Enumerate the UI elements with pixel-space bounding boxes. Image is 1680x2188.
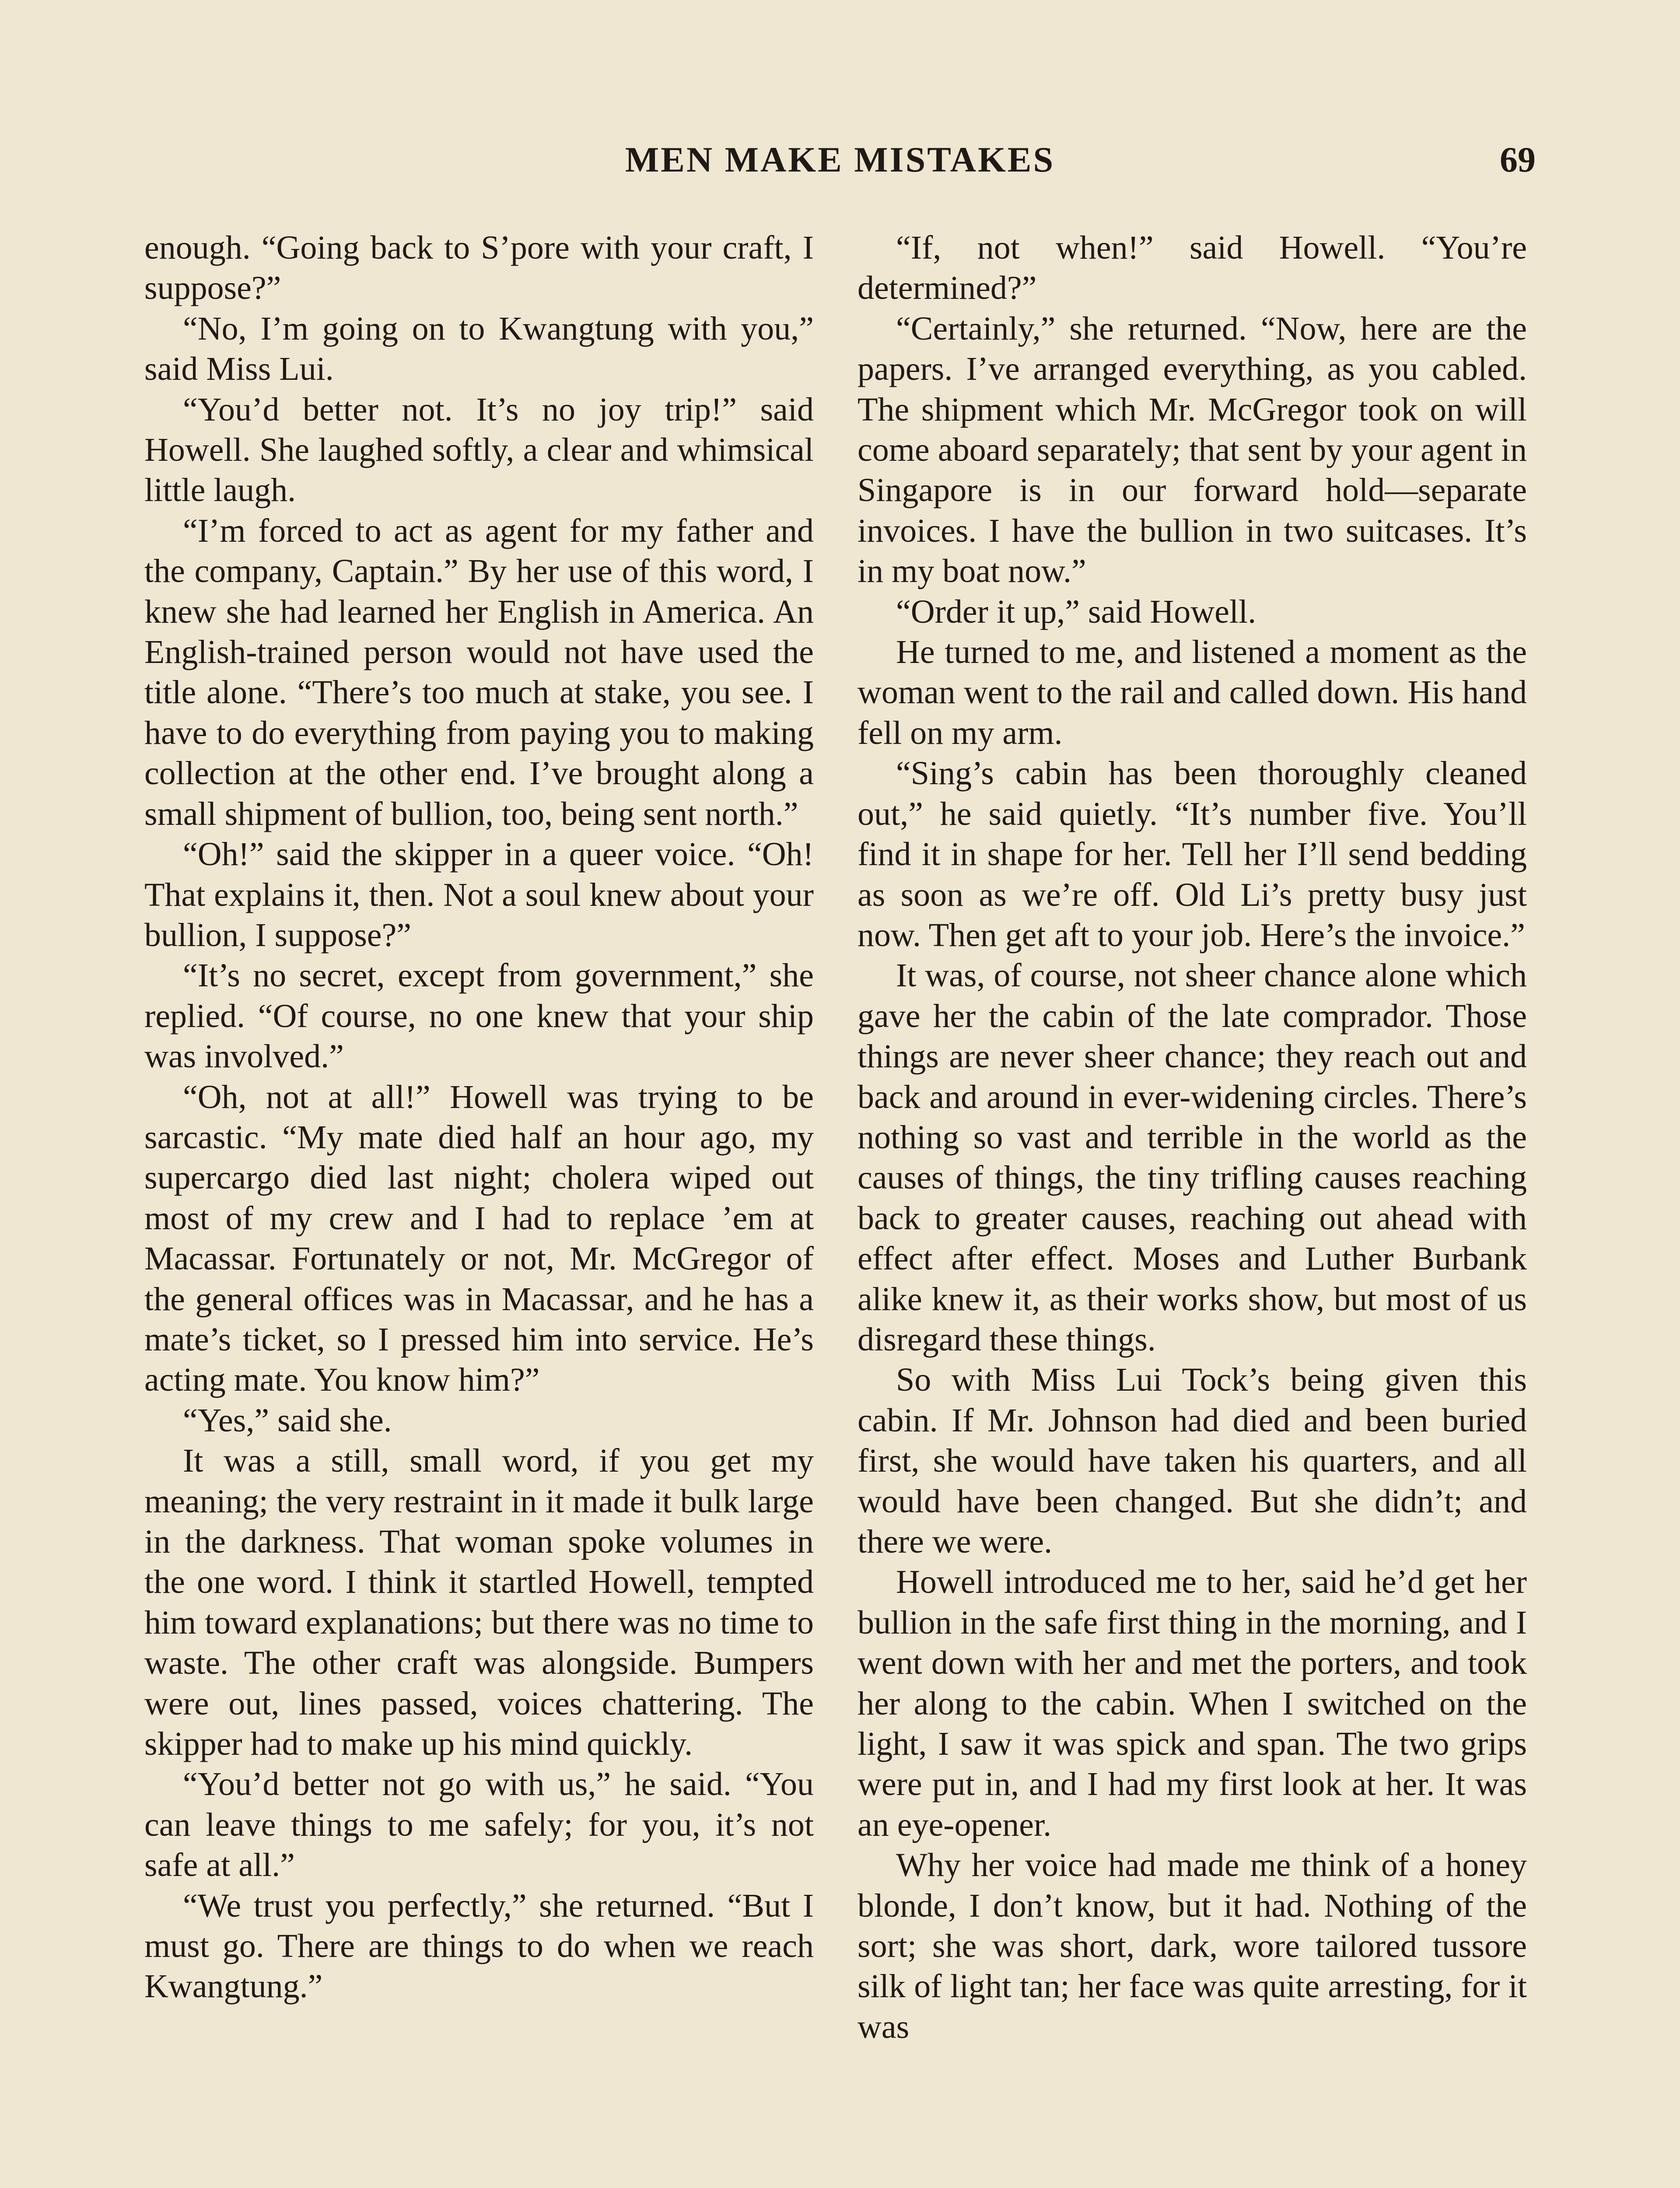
text-column-right (858, 228, 1527, 2188)
paragraph: “No, I’m going on to Kwangtung with you,” said Miss Lui. (144, 310, 814, 388)
paragraph: He turned to me, and listened a moment as the woman went to the rail and called down. His hand fell on my arm. (858, 634, 1527, 751)
paragraph: “You’d better not. It’s no joy trip!” said Howell. She laughed softly, a clear and whimsical little laugh. (144, 391, 814, 509)
paragraph: “Order it up,” said Howell. (896, 593, 1256, 630)
paragraph: “Oh!” said the skipper in a queer voice. “Oh! That explains it, then. Not a soul knew about your bullion, I suppose?” (144, 836, 814, 954)
page-header (144, 139, 1536, 192)
paragraph: “Sing’s cabin has been thoroughly cleaned out,” he said quietly. “It’s number five. You’ll find it in shape for her. Tell her I’ll send bedding as soon as we’re off. Old Li’s pretty busy just now. Then get aft to your job. Here’s the invoice.” (858, 755, 1527, 954)
paragraph: “Yes,” said she. (183, 1402, 392, 1439)
running-title: MEN MAKE MISTAKES (625, 140, 1055, 179)
paragraph: Howell introduced me to her, said he’d get her bullion in the safe first thing in the morning, and I went down with her and met the porters, and took her along to the cabin. When I switched on the light, I saw it was spick and span. The two grips were put in, and I had my first look at her. It was an eye-opener. (858, 1564, 1527, 1843)
paragraph: “I’m forced to act as agent for my father and the company, Captain.” By her use of this word, I knew she had learned her English in America. An English-trained person would not have used the title alone. “There’s too much at stake, you see. I have to do everything from paying you to making collection at the other end. I’ve brought along a small shipment of bullion, too, being sent north.” (144, 512, 814, 832)
text-column-left (144, 228, 814, 2188)
paragraph: “Certainly,” she returned. “Now, here are the papers. I’ve arranged everything, as you cabled. The shipment which Mr. McGregor took on will come aboard separately; that sent by your agent in Singapore is in our forward hold—separate invoices. I have the bullion in two suitcases. It’s in my boat now.” (858, 310, 1527, 590)
paragraph: “If, not when!” said Howell. “You’re determined?” (858, 229, 1527, 307)
paragraph: Why her voice had made me think of a honey blonde, I don’t know, but it had. Nothing of the sort; she was short, dark, wore tailored tussore silk of light tan; her face was quite arresting, for it was (858, 1847, 1527, 2045)
paragraph: “We trust you perfectly,” she returned. “But I must go. There are things to do when we reach Kwangtung.” (144, 1887, 814, 2005)
paragraph: enough. “Going back to S’pore with your craft, I suppose?” (144, 229, 814, 307)
paragraph: “It’s no secret, except from government,” she replied. “Of course, no one knew that your ship was involved.” (144, 957, 814, 1075)
paragraph: It was a still, small word, if you get my meaning; the very restraint in it made it bulk large in the darkness. That woman spoke volumes in the one word. I think it startled Howell, tempted him toward explanations; but there was no time to waste. The other craft was alongside. Bumpers were out, lines passed, voices chattering. The skipper had to make up his mind quickly. (144, 1442, 814, 1763)
paragraph: It was, of course, not sheer chance alone which gave her the cabin of the late comprador. Those things are never sheer chance; they reach out and back and around in ever-widening circles. There’s nothing so vast and terrible in the world as the causes of things, the tiny trifling causes reaching back to greater causes, reaching out ahead with effect after effect. Moses and Luther Burbank alike knew it, as their works show, but most of us disregard these things. (858, 957, 1527, 1358)
page-number: 69 (1500, 140, 1536, 179)
paragraph: “Oh, not at all!” Howell was trying to be sarcastic. “My mate died half an hour ago, my supercargo died last night; cholera wiped out most of my crew and I had to replace ’em at Macassar. Fortunately or not, Mr. McGregor of the general offices was in Macassar, and he has a mate’s ticket, so I pressed him into service. He’s acting mate. You know him?” (144, 1078, 814, 1399)
paragraph: “You’d better not go with us,” he said. “You can leave things to me safely; for you, it’s not safe at all.” (144, 1766, 814, 1884)
paragraph: So with Miss Lui Tock’s being given this cabin. If Mr. Johnson had died and been buried first, she would have taken his quarters, and all would have been changed. But she didn’t; and there we were. (858, 1361, 1527, 1560)
